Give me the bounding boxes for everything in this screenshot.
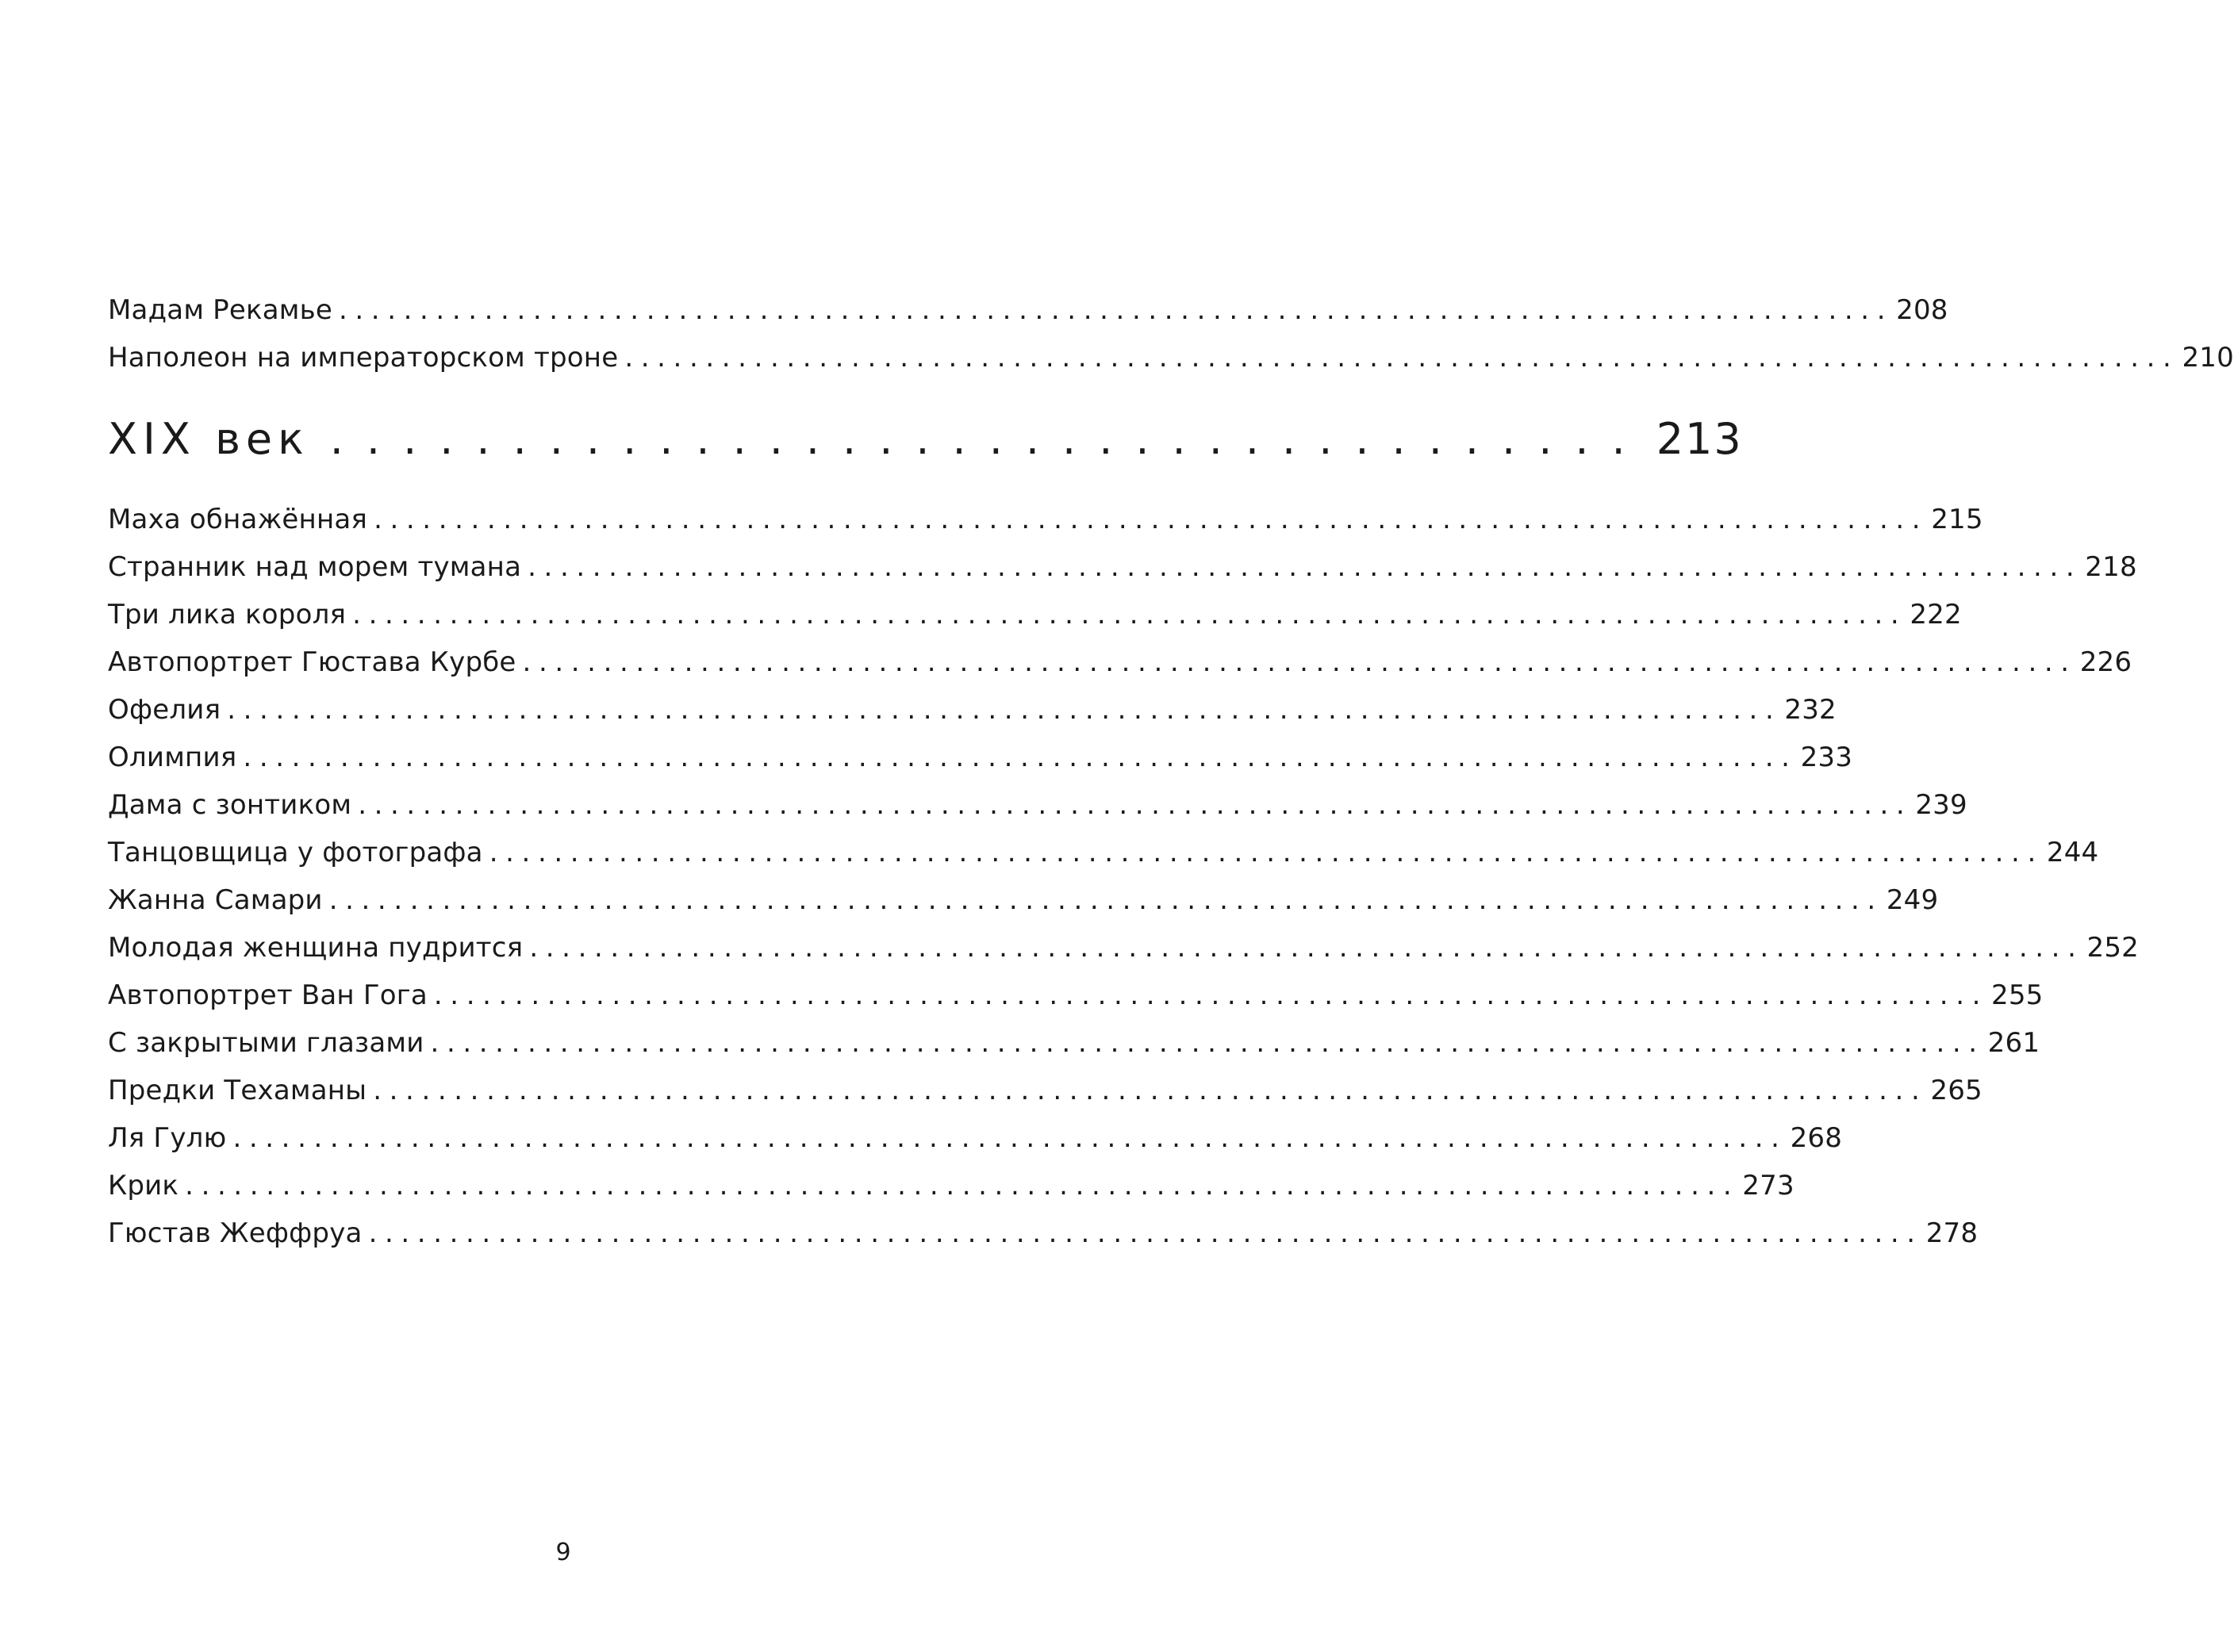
toc-entry-title: Жанна Самари [108,884,323,916]
toc-entry[interactable] [108,785,1967,825]
dot-leader: ................................................................................................ [522,646,2077,678]
toc-entry-page: 239 [1915,789,1967,821]
dot-leader: ................................................................................................ [358,789,1913,821]
toc-entry[interactable] [108,928,2139,968]
dot-leader: ................................................................................................ [368,1217,1923,1249]
toc-entry[interactable] [108,500,1983,539]
toc-entry[interactable] [108,290,1948,330]
toc-entry[interactable] [108,595,1962,634]
toc-entry-title: Олимпия [108,742,237,773]
toc-entry[interactable] [108,1166,1794,1205]
toc-entry-title: Три лика короля [108,599,347,631]
toc-entry[interactable] [108,880,1939,920]
dot-leader: .................................... [329,414,1649,464]
toc-entry-title: Офелия [108,694,221,726]
dot-leader: ................................................................................................ [489,837,2044,868]
dot-leader: ................................................................................................ [430,1027,1985,1059]
toc-entry[interactable] [108,738,1853,777]
toc-entry-page: 218 [2085,551,2137,583]
toc-entry-page: 232 [1784,694,1837,726]
toc-entry[interactable] [108,642,2132,682]
toc-entry-page: 261 [1987,1027,2040,1059]
toc-entry-page: 226 [2079,646,2132,678]
toc-entry-page: 210 [2182,342,2234,374]
toc-entry-page: 249 [1886,884,1939,916]
toc-entry-page: 265 [1930,1075,1983,1106]
toc-entry-title: С закрытыми глазами [108,1027,424,1059]
page-number: 9 [555,1539,571,1566]
toc-entry-page: 215 [1931,504,1983,535]
toc-entry[interactable] [108,547,2137,587]
toc-entry-page: 273 [1742,1170,1794,1202]
toc-entry[interactable] [108,975,2044,1015]
dot-leader: ................................................................................................ [352,599,1907,631]
toc-entry-title: Наполеон на императорском троне [108,342,619,374]
toc-entry-title: Странник над морем тумана [108,551,522,583]
toc-entry-title: Маха обнажённая [108,504,368,535]
toc-entry-page: 255 [1991,979,2044,1011]
toc-entry-page: 252 [2086,932,2139,964]
toc-entry[interactable] [108,833,2099,872]
toc-entry[interactable] [108,1023,2040,1063]
toc-entry-title: Молодая женщина пудрится [108,932,524,964]
toc-entry-page: 233 [1800,742,1853,773]
toc-entry[interactable] [108,1071,1983,1110]
toc-entry[interactable] [108,338,2234,378]
toc-entry[interactable] [108,1118,1843,1158]
dot-leader: ................................................................................................ [529,932,2084,964]
toc-entry-page: 244 [2046,837,2099,868]
toc-entry-title: Ля Гулю [108,1122,227,1154]
dot-leader: ................................................................................................ [433,979,1989,1011]
section-page: 213 [1656,414,1743,464]
dot-leader: ................................................................................................ [528,551,2082,583]
section-title: XIX век [108,414,309,464]
toc-section-heading[interactable] [108,408,1743,471]
dot-leader: ................................................................................................ [624,342,2179,374]
dot-leader: ................................................................................................ [185,1170,1740,1202]
toc-entry-title: Гюстав Жеффруа [108,1217,363,1249]
toc-entry-page: 208 [1896,294,1948,326]
toc-entry-title: Дама с зонтиком [108,789,352,821]
toc-entry-page: 268 [1790,1122,1843,1154]
toc-entry-page: 222 [1910,599,1962,631]
dot-leader: ................................................................................................ [243,742,1798,773]
dot-leader: ................................................................................................ [227,694,1782,726]
toc-entry-title: Предки Техаманы [108,1075,367,1106]
dot-leader: ................................................................................................ [338,294,1894,326]
toc-entry[interactable] [108,1213,1979,1253]
toc-entry-title: Автопортрет Гюстава Курбе [108,646,516,678]
toc-entry-title: Крик [108,1170,179,1202]
toc-entry-title: Автопортрет Ван Гога [108,979,428,1011]
toc-entry-page: 278 [1925,1217,1979,1249]
toc-entry[interactable] [108,690,1837,730]
dot-leader: ................................................................................................ [232,1122,1787,1154]
dot-leader: ................................................................................................ [374,504,1929,535]
toc-entry-title: Танцовщица у фотографа [108,837,483,868]
toc-entry-title: Мадам Рекамье [108,294,332,326]
dot-leader: ................................................................................................ [328,884,1883,916]
dot-leader: ................................................................................................ [373,1075,1928,1106]
